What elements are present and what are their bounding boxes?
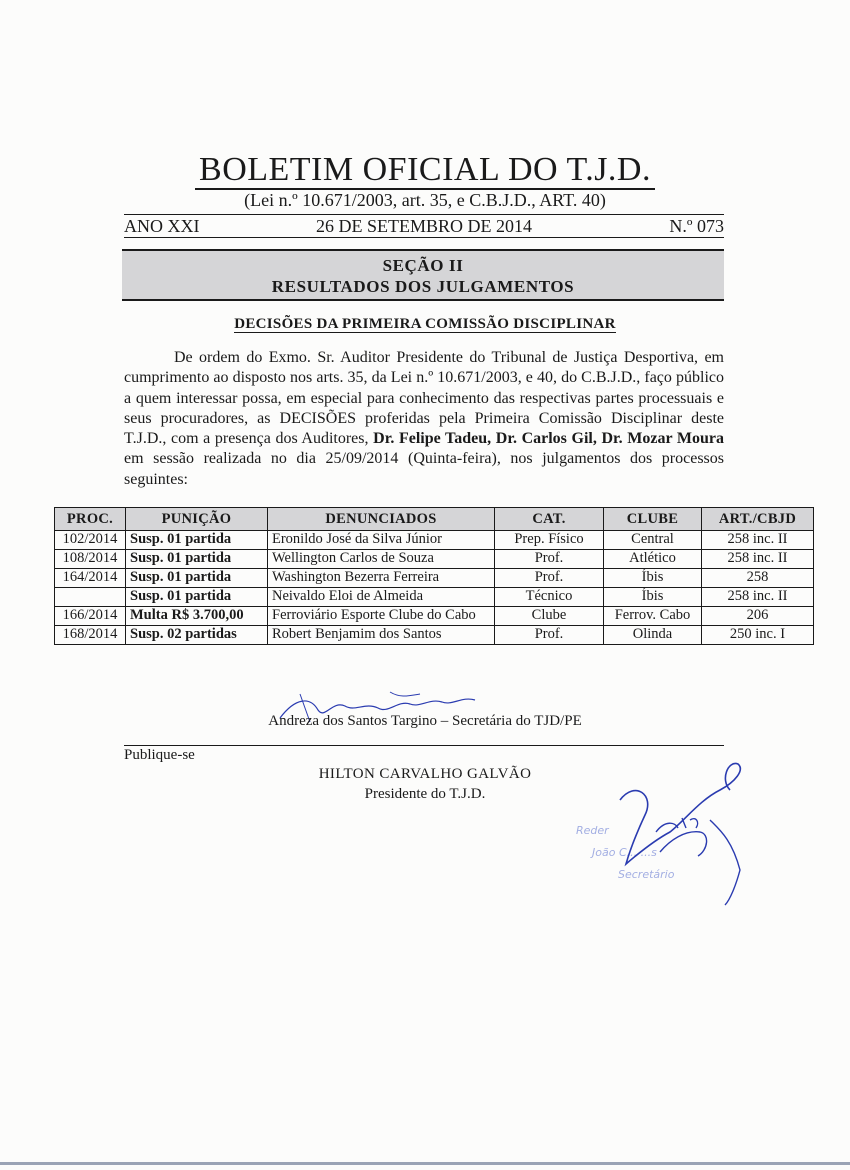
cell-cat: Clube — [495, 607, 604, 626]
cell-denunciado: Wellington Carlos de Souza — [268, 550, 495, 569]
cell-proc: 108/2014 — [55, 550, 126, 569]
cell-punicao: Susp. 01 partida — [126, 569, 268, 588]
auditors-names: Dr. Felipe Tadeu, Dr. Carlos Gil, Dr. Mozar Moura — [373, 430, 725, 448]
secretary-line: Andreza dos Santos Targino – Secretária do TJD/PE — [268, 713, 582, 729]
cell-denunciado: Robert Benjamim dos Santos — [268, 626, 495, 645]
cell-denunciado: Neivaldo Eloi de Almeida — [268, 588, 495, 607]
col-header-proc: PROC. — [55, 508, 126, 531]
cell-cat: Prof. — [495, 569, 604, 588]
cell-art: 258 inc. II — [702, 550, 814, 569]
president-name: HILTON CARVALHO GALVÃO — [318, 766, 532, 782]
cell-cat: Prep. Físico — [495, 531, 604, 550]
footer-divider — [124, 745, 724, 746]
signature-stamp — [560, 760, 790, 910]
body-text-part1: De ordem do Exmo. Sr. Auditor Presidente do Tribunal de Justiça Desportiva, em cumprimento ao disposto nos arts. 35, da Lei n.º 10.671/2003, e 40, do C.B.J.D., faço público a quem interessar possa, em especial para conhecimento das respectivas partes processuais e seus procuradores, as DECISÕES proferidas pela Primeira Comissão Disciplinar deste T.J.D., com a presença dos Auditores, — [124, 349, 724, 448]
table-row — [55, 588, 814, 607]
cell-punicao: Susp. 02 partidas — [126, 626, 268, 645]
decisions-heading: DECISÕES DA PRIMEIRA COMISSÃO DISCIPLINAR — [234, 316, 616, 332]
col-header-art: ART./CBJD — [702, 508, 814, 531]
publish-label: Publique-se — [124, 747, 195, 763]
results-table — [54, 507, 814, 645]
cell-art: 250 inc. I — [702, 626, 814, 645]
cell-clube: Íbis — [604, 569, 702, 588]
cell-proc: 166/2014 — [55, 607, 126, 626]
cell-clube: Olinda — [604, 626, 702, 645]
col-header-punicao: PUNIÇÃO — [126, 508, 268, 531]
cell-punicao: Susp. 01 partida — [126, 531, 268, 550]
cell-art: 258 — [702, 569, 814, 588]
cell-clube: Central — [604, 531, 702, 550]
cell-art: 258 inc. II — [702, 588, 814, 607]
section-header — [122, 249, 724, 301]
cell-clube: Atlético — [604, 550, 702, 569]
cell-art: 258 inc. II — [702, 531, 814, 550]
section-title: RESULTADOS DOS JULGAMENTOS — [271, 277, 575, 296]
issue-date: 26 DE SETEMBRO DE 2014 — [316, 216, 532, 236]
cell-art: 206 — [702, 607, 814, 626]
cell-punicao: Multa R$ 3.700,00 — [126, 607, 268, 626]
cell-punicao: Susp. 01 partida — [126, 588, 268, 607]
col-header-denunciados: DENUNCIADOS — [268, 508, 495, 531]
svg-text:Reder: Reder — [576, 824, 609, 837]
cell-proc — [55, 588, 126, 607]
bulletin-title: BOLETIM OFICIAL DO T.J.D. — [0, 150, 850, 190]
table-row — [55, 569, 814, 588]
table-row — [55, 626, 814, 645]
cell-denunciado: Washington Bezerra Ferreira — [268, 569, 495, 588]
cell-cat: Prof. — [495, 550, 604, 569]
page-bottom-edge — [0, 1162, 850, 1165]
body-paragraph — [124, 348, 724, 490]
president-title: Presidente do T.J.D. — [364, 786, 486, 802]
issue-meta-row — [124, 214, 724, 238]
section-number: SEÇÃO II — [382, 256, 464, 275]
table-row — [55, 531, 814, 550]
table-row — [55, 607, 814, 626]
cell-clube: Íbis — [604, 588, 702, 607]
cell-denunciado: Ferroviário Esporte Clube do Cabo — [268, 607, 495, 626]
bulletin-subtitle: (Lei n.º 10.671/2003, art. 35, e C.B.J.D., ART. 40) — [244, 190, 606, 210]
issue-year: ANO XXI — [124, 216, 200, 236]
issue-number: N.º 073 — [669, 216, 724, 236]
cell-denunciado: Eronildo José da Silva Júnior — [268, 531, 495, 550]
cell-cat: Prof. — [495, 626, 604, 645]
cell-clube: Ferrov. Cabo — [604, 607, 702, 626]
cell-punicao: Susp. 01 partida — [126, 550, 268, 569]
cell-cat: Técnico — [495, 588, 604, 607]
svg-text:Secretário: Secretário — [618, 868, 675, 881]
svg-text:João C... ...s: João C... ...s — [592, 846, 657, 859]
cell-proc: 102/2014 — [55, 531, 126, 550]
col-header-cat: CAT. — [495, 508, 604, 531]
table-header-row — [55, 508, 814, 531]
cell-proc: 164/2014 — [55, 569, 126, 588]
body-text-part2: em sessão realizada no dia 25/09/2014 (Quinta-feira), nos julgamentos dos processos seguintes: — [124, 450, 724, 488]
table-row — [55, 550, 814, 569]
col-header-clube: CLUBE — [604, 508, 702, 531]
cell-proc: 168/2014 — [55, 626, 126, 645]
